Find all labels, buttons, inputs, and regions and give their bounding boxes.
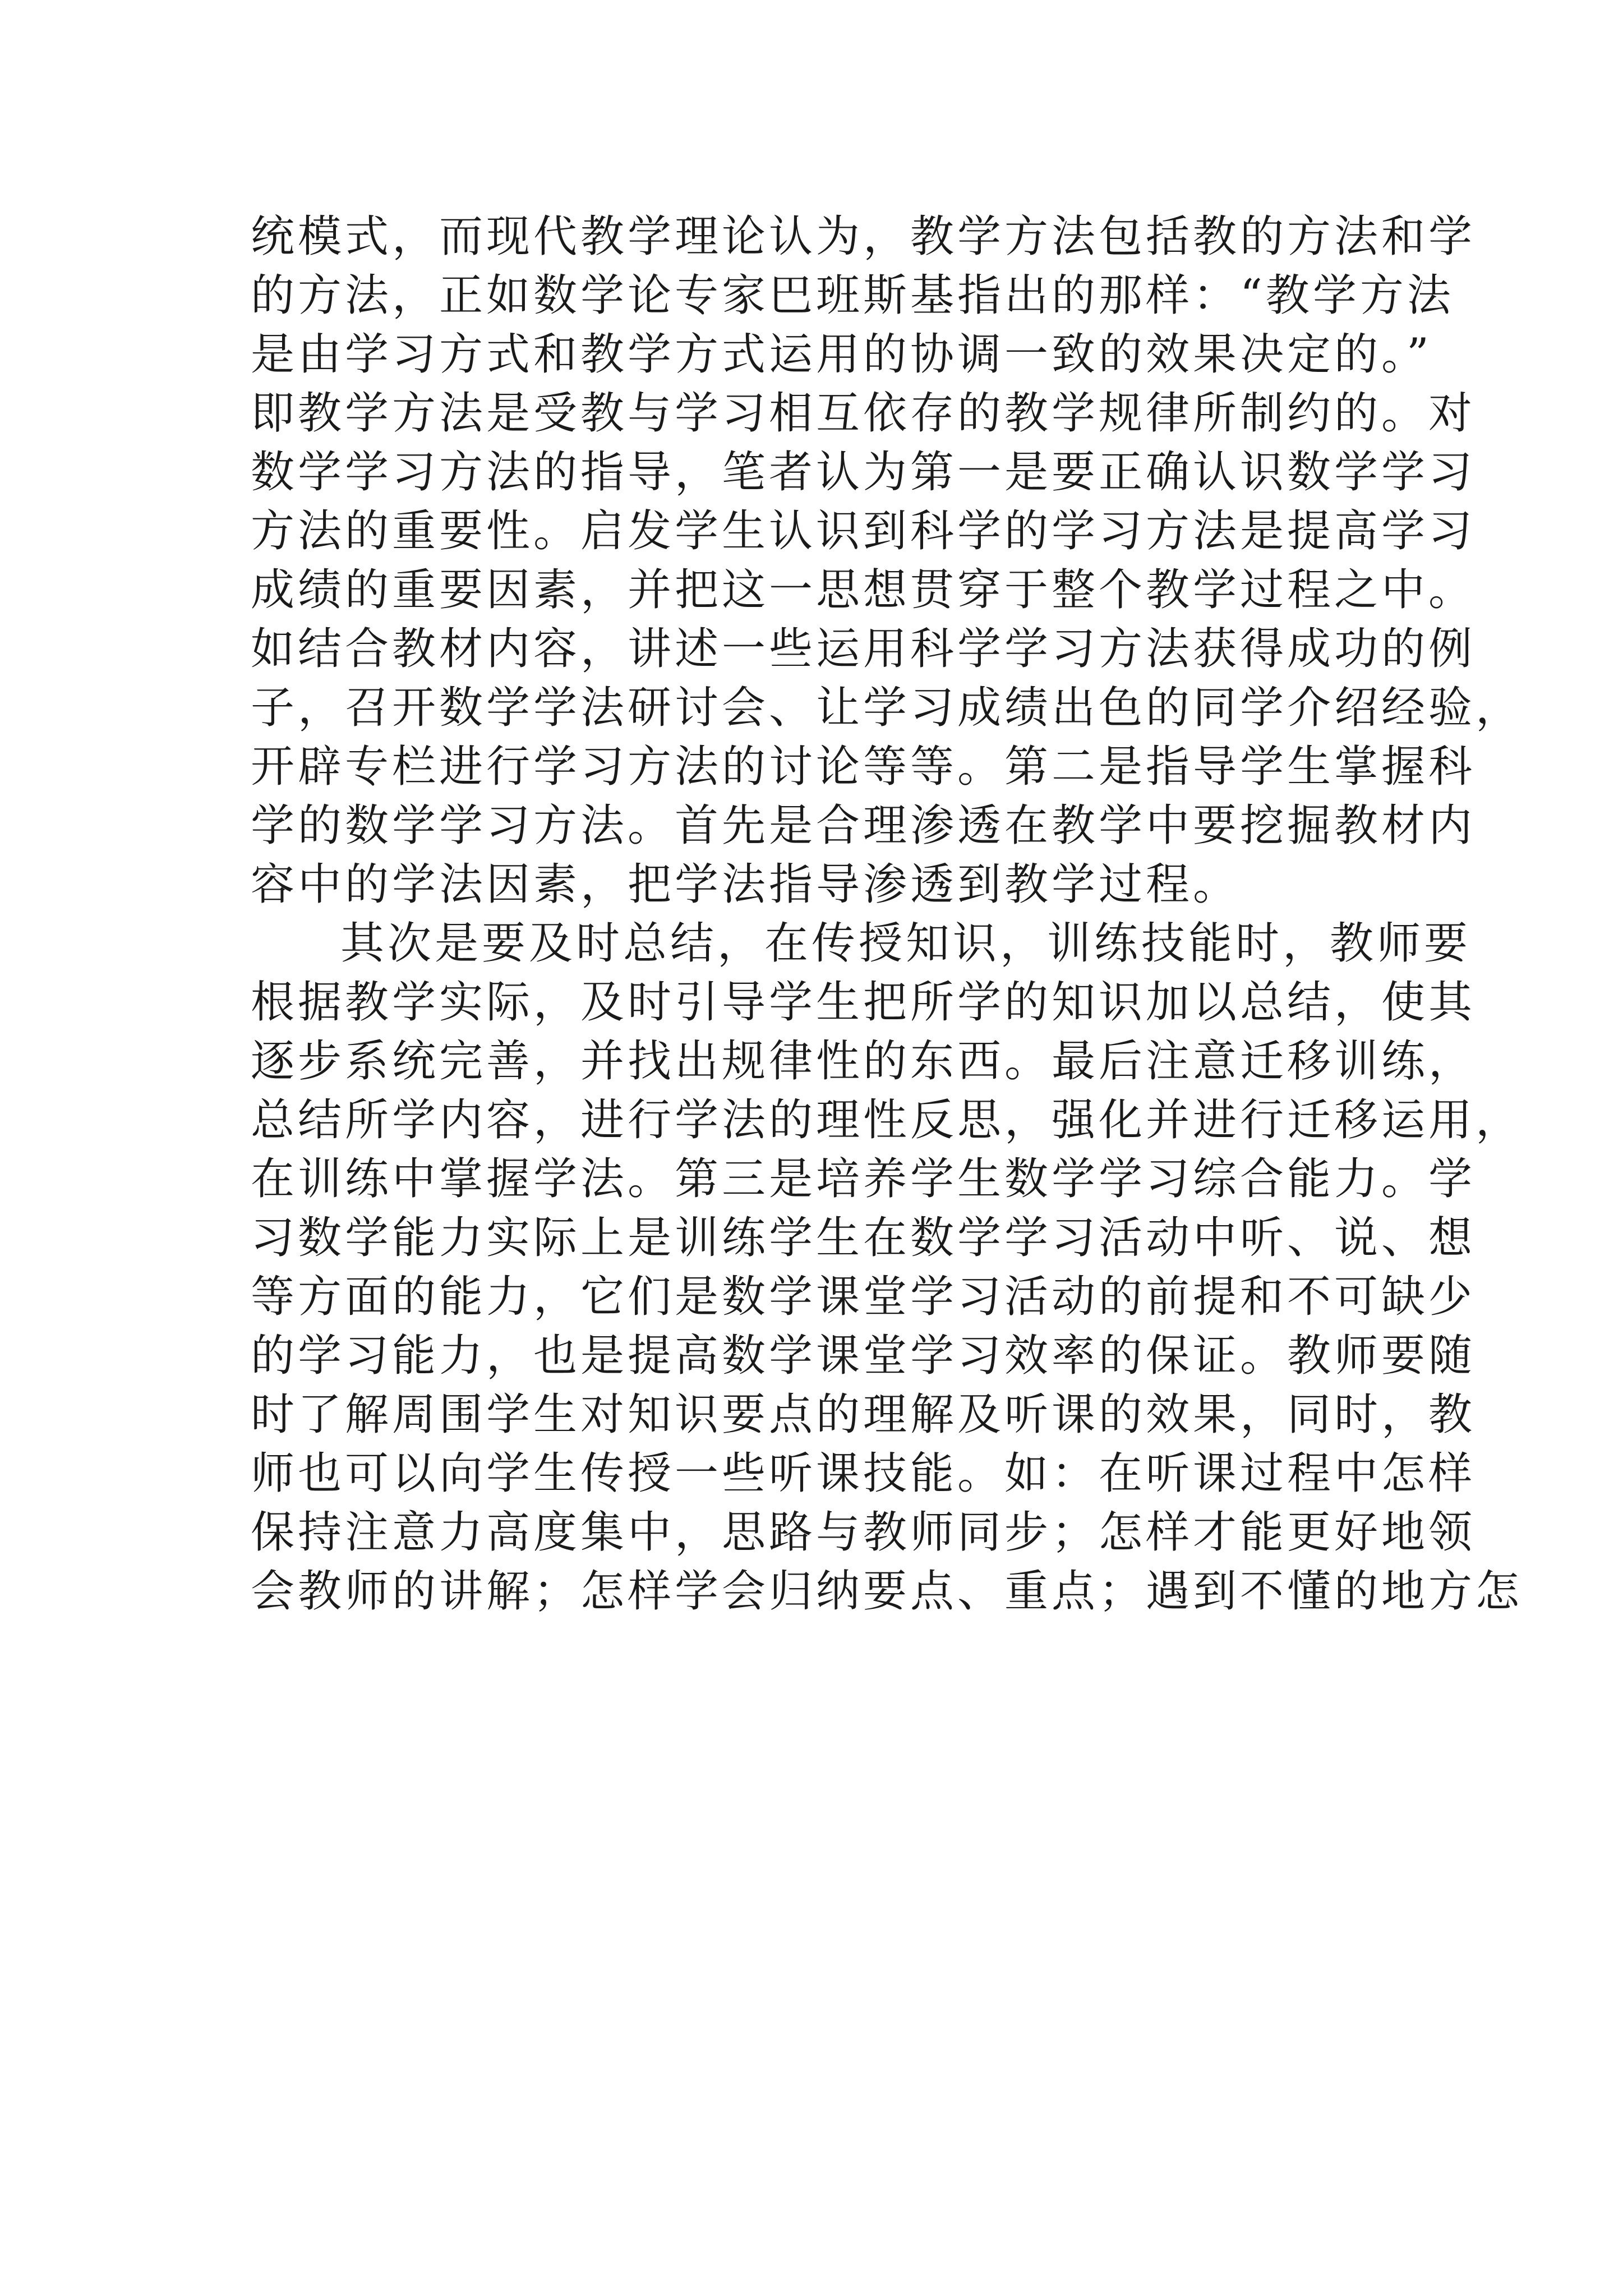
text-line: 统模式，而现代教学理论认为，教学方法包括教的方法和学 [251, 211, 1476, 262]
text-line: 时了解周围学生对知识要点的理解及听课的效果，同时，教 [251, 1389, 1476, 1440]
text-line-indented: 其次是要及时总结，在传授知识，训练技能时，教师要 [340, 918, 1472, 969]
text-line: 容中的学法因素，把学法指导渗透到教学过程。 [251, 859, 1241, 910]
text-line: 是由学习方式和教学方式运用的协调一致的效果决定的。” [251, 329, 1432, 380]
text-line: 保持注意力高度集中，思路与教师同步；怎样才能更好地领 [251, 1507, 1476, 1558]
text-line: 子，召开数学学法研讨会、让学习成绩出色的同学介绍经验， [251, 683, 1523, 733]
text-line: 习数学能力实际上是训练学生在数学学习活动中听、说、想 [251, 1213, 1476, 1263]
text-line: 逐步系统完善，并找出规律性的东西。最后注意迁移训练， [251, 1036, 1476, 1087]
text-line: 学的数学学习方法。首先是合理渗透在教学中要挖掘教材内 [251, 800, 1476, 851]
text-line: 的方法，正如数学论专家巴班斯基指出的那样：“教学方法 [251, 270, 1454, 321]
text-line: 成绩的重要因素，并把这一思想贯穿于整个教学过程之中。 [251, 565, 1476, 615]
text-line: 会教师的讲解；怎样学会归纳要点、重点；遇到不懂的地方怎 [251, 1566, 1523, 1617]
text-line: 根据教学实际，及时引导学生把所学的知识加以总结，使其 [251, 977, 1476, 1028]
paragraph-2 [251, 914, 1523, 1621]
text-line: 数学学习方法的指导，笔者认为第一是要正确认识数学学习 [251, 447, 1476, 498]
text-line: 在训练中掌握学法。第三是培养学生数学学习综合能力。学 [251, 1154, 1476, 1204]
text-line: 方法的重要性。启发学生认识到科学的学习方法是提高学习 [251, 506, 1476, 556]
text-line: 等方面的能力，它们是数学课堂学习活动的前提和不可缺少 [251, 1272, 1476, 1322]
paragraph-1 [251, 208, 1523, 914]
text-line: 的学习能力，也是提高数学课堂学习效率的保证。教师要随 [251, 1331, 1476, 1381]
text-line: 即教学方法是受教与学习相互依存的教学规律所制约的。对 [251, 388, 1476, 439]
text-line: 开辟专栏进行学习方法的讨论等等。第二是指导学生掌握科 [251, 742, 1476, 792]
body-text [251, 208, 1523, 1621]
text-line: 总结所学内容，进行学法的理性反思，强化并进行迁移运用， [251, 1095, 1523, 1145]
text-line: 师也可以向学生传授一些听课技能。如：在听课过程中怎样 [251, 1448, 1476, 1499]
text-line: 如结合教材内容，讲述一些运用科学学习方法获得成功的例 [251, 624, 1476, 674]
